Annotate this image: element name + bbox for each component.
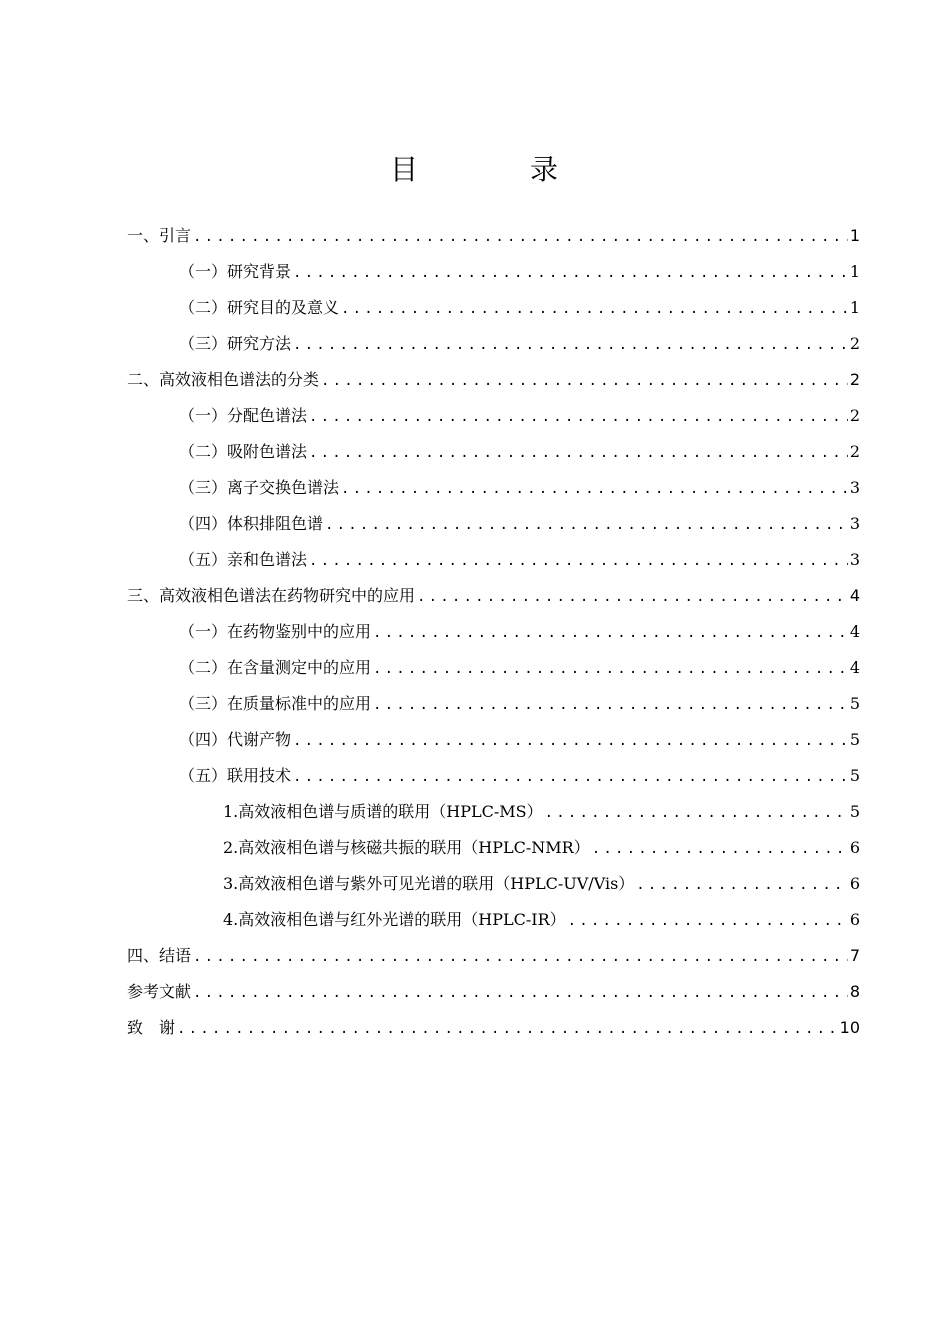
toc-entry-page-number: 5 bbox=[849, 766, 860, 785]
toc-entry-page-number: 3 bbox=[849, 478, 860, 497]
page-title: 目 录 bbox=[389, 153, 600, 186]
toc-entry-page-number: 6 bbox=[849, 838, 860, 857]
toc-entry-page-number: 5 bbox=[849, 802, 860, 821]
toc-entry[interactable] bbox=[127, 830, 860, 866]
toc-dot-leader bbox=[321, 363, 848, 399]
toc-entry-page-number: 3 bbox=[849, 550, 860, 569]
toc-dot-leader bbox=[325, 507, 848, 543]
toc-dot-leader bbox=[193, 219, 848, 255]
toc-entry-page-number: 6 bbox=[849, 910, 860, 929]
toc-dot-leader bbox=[309, 435, 848, 471]
toc-entry-label: 1.高效液相色谱与质谱的联用（HPLC-MS） bbox=[223, 802, 543, 821]
toc-entry-page-number: 2 bbox=[849, 442, 860, 461]
toc-entry-label: 参考文献 bbox=[127, 982, 192, 1001]
toc-dot-leader bbox=[293, 255, 848, 291]
toc-dot-leader bbox=[568, 903, 848, 939]
toc-dot-leader bbox=[309, 399, 848, 435]
toc-entry[interactable] bbox=[127, 470, 860, 506]
toc-entry-label: （二）在含量测定中的应用 bbox=[179, 658, 372, 677]
toc-entry-label: （二）吸附色谱法 bbox=[179, 442, 308, 461]
toc-entry[interactable] bbox=[127, 578, 860, 614]
toc-entry[interactable] bbox=[127, 218, 860, 254]
toc-entry-page-number: 10 bbox=[839, 1018, 860, 1037]
toc-dot-leader bbox=[636, 867, 848, 903]
toc-dot-leader bbox=[545, 795, 848, 831]
toc-entry-label: （三）离子交换色谱法 bbox=[179, 478, 340, 497]
toc-entry-page-number: 7 bbox=[849, 946, 860, 965]
table-of-contents bbox=[127, 218, 860, 1046]
toc-dot-leader bbox=[293, 723, 848, 759]
toc-entry-label: （一）研究背景 bbox=[179, 262, 292, 281]
toc-entry-label: 致 谢 bbox=[127, 1018, 176, 1037]
toc-entry-label: （三）研究方法 bbox=[179, 334, 292, 353]
toc-entry-label: 2.高效液相色谱与核磁共振的联用（HPLC-NMR） bbox=[223, 838, 590, 857]
toc-entry-label: 3.高效液相色谱与紫外可见光谱的联用（HPLC-UV/Vis） bbox=[223, 874, 635, 893]
toc-entry[interactable] bbox=[127, 938, 860, 974]
toc-entry[interactable] bbox=[127, 722, 860, 758]
toc-dot-leader bbox=[177, 1011, 838, 1047]
toc-entry[interactable] bbox=[127, 758, 860, 794]
toc-entry-page-number: 1 bbox=[849, 226, 860, 245]
toc-entry[interactable] bbox=[127, 650, 860, 686]
toc-entry[interactable] bbox=[127, 1010, 860, 1046]
toc-entry-label: （五）亲和色谱法 bbox=[179, 550, 308, 569]
toc-entry-label: （四）代谢产物 bbox=[179, 730, 292, 749]
toc-entry-page-number: 4 bbox=[849, 622, 860, 641]
toc-entry-label: （四）体积排阻色谱 bbox=[179, 514, 324, 533]
toc-dot-leader bbox=[309, 543, 848, 579]
toc-dot-leader bbox=[193, 975, 848, 1011]
toc-dot-leader bbox=[293, 759, 848, 795]
toc-entry-page-number: 4 bbox=[849, 586, 860, 605]
toc-entry[interactable] bbox=[127, 398, 860, 434]
toc-entry[interactable] bbox=[127, 686, 860, 722]
toc-dot-leader bbox=[373, 687, 848, 723]
toc-entry-page-number: 3 bbox=[849, 514, 860, 533]
toc-entry-label: 四、结语 bbox=[127, 946, 192, 965]
toc-entry-page-number: 5 bbox=[849, 694, 860, 713]
toc-entry-label: 二、高效液相色谱法的分类 bbox=[127, 370, 320, 389]
toc-entry-page-number: 1 bbox=[849, 262, 860, 281]
toc-entry[interactable] bbox=[127, 326, 860, 362]
toc-entry[interactable] bbox=[127, 974, 860, 1010]
toc-entry-label: 三、高效液相色谱法在药物研究中的应用 bbox=[127, 586, 416, 605]
toc-entry-page-number: 6 bbox=[849, 874, 860, 893]
toc-dot-leader bbox=[341, 471, 848, 507]
toc-entry[interactable] bbox=[127, 542, 860, 578]
toc-dot-leader bbox=[417, 579, 848, 615]
toc-dot-leader bbox=[373, 651, 848, 687]
toc-entry-label: （五）联用技术 bbox=[179, 766, 292, 785]
toc-entry-page-number: 2 bbox=[849, 334, 860, 353]
toc-entry-page-number: 5 bbox=[849, 730, 860, 749]
toc-entry[interactable] bbox=[127, 866, 860, 902]
toc-entry-page-number: 2 bbox=[849, 370, 860, 389]
toc-entry-label: （二）研究目的及意义 bbox=[179, 298, 340, 317]
toc-entry-page-number: 4 bbox=[849, 658, 860, 677]
toc-dot-leader bbox=[341, 291, 848, 327]
toc-entry-page-number: 2 bbox=[849, 406, 860, 425]
toc-dot-leader bbox=[373, 615, 848, 651]
toc-dot-leader bbox=[293, 327, 848, 363]
toc-dot-leader bbox=[193, 939, 848, 975]
toc-entry[interactable] bbox=[127, 434, 860, 470]
toc-entry-label: 4.高效液相色谱与红外光谱的联用（HPLC-IR） bbox=[223, 910, 566, 929]
toc-entry-page-number: 8 bbox=[849, 982, 860, 1001]
toc-entry[interactable] bbox=[127, 290, 860, 326]
toc-entry[interactable] bbox=[127, 614, 860, 650]
toc-entry[interactable] bbox=[127, 362, 860, 398]
toc-entry[interactable] bbox=[127, 794, 860, 830]
toc-entry-page-number: 1 bbox=[849, 298, 860, 317]
toc-entry-label: （三）在质量标准中的应用 bbox=[179, 694, 372, 713]
toc-entry-label: （一）分配色谱法 bbox=[179, 406, 308, 425]
toc-entry[interactable] bbox=[127, 254, 860, 290]
toc-entry[interactable] bbox=[127, 902, 860, 938]
toc-entry-label: 一、引言 bbox=[127, 226, 192, 245]
toc-entry-label: （一）在药物鉴别中的应用 bbox=[179, 622, 372, 641]
toc-entry[interactable] bbox=[127, 506, 860, 542]
toc-dot-leader bbox=[592, 831, 848, 867]
